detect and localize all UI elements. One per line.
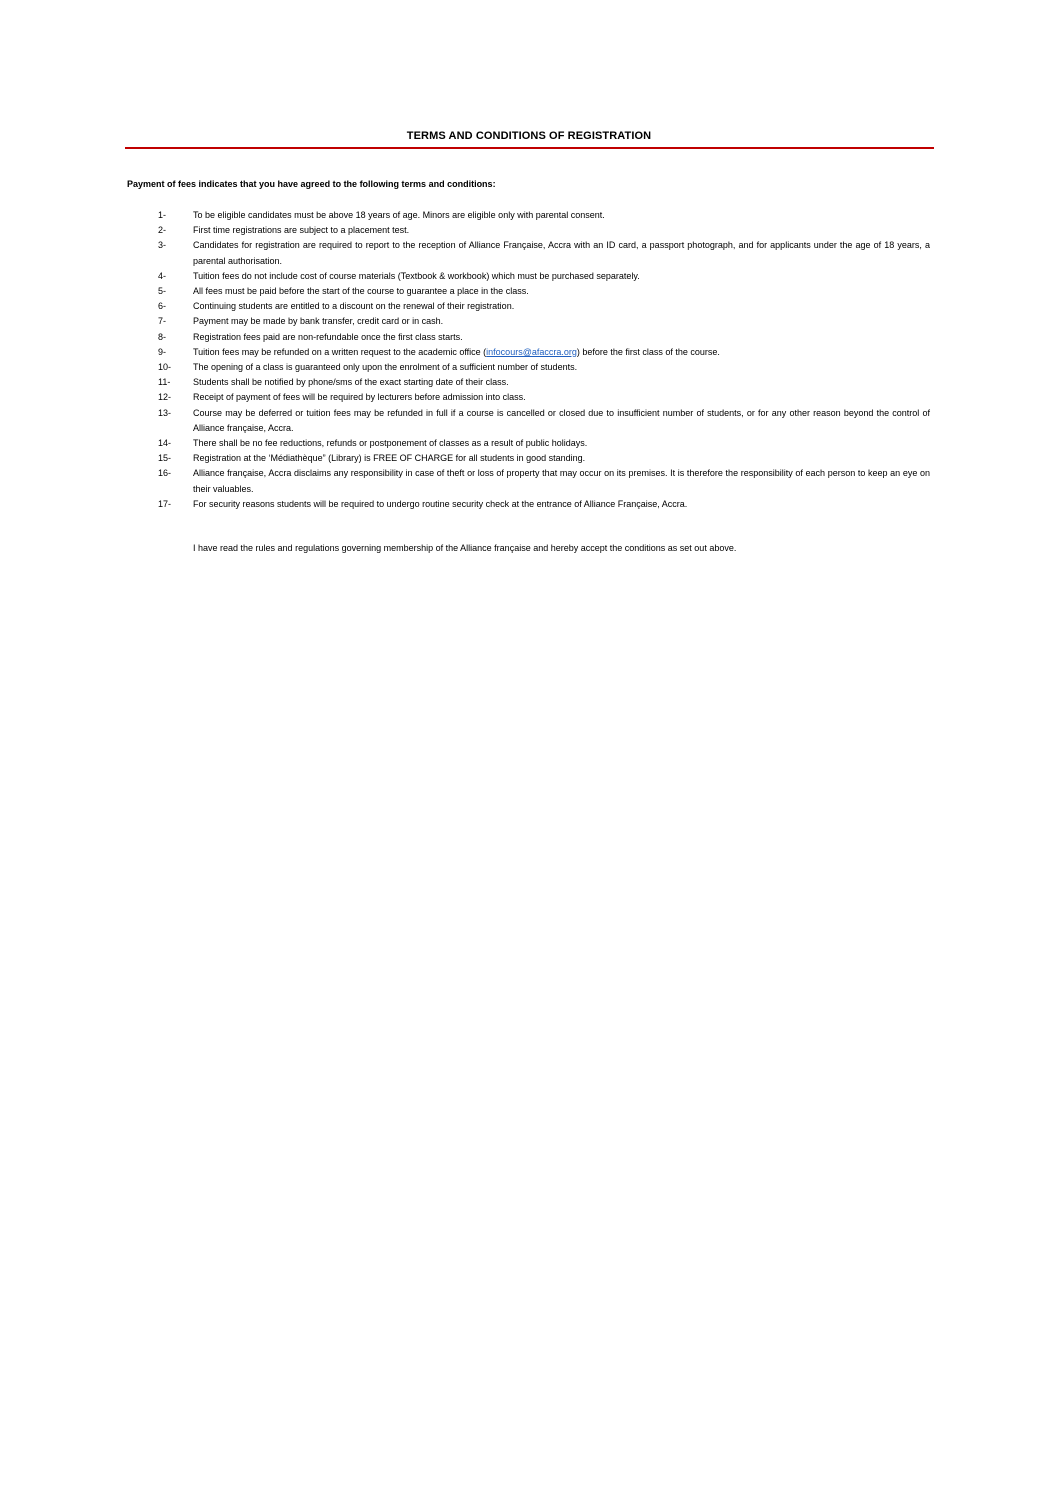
term-item (158, 390, 930, 405)
acceptance-statement: I have read the rules and regulations governing membership of the Alliance française and hereby accept the conditions as set out above. (193, 543, 737, 553)
terms-list (158, 208, 930, 512)
document-title: TERMS AND CONDITIONS OF REGISTRATION (406, 130, 652, 142)
term-text: Registration fees paid are non-refundable once the first class starts. (193, 331, 463, 342)
term-text: All fees must be paid before the start of the course to guarantee a place in the class. (193, 286, 529, 297)
term-number: 10- (158, 362, 172, 373)
intro-text: Payment of fees indicates that you have agreed to the following terms and conditions: (127, 179, 496, 189)
term-item (158, 269, 930, 284)
term-text: The opening of a class is guaranteed only upon the enrolment of a sufficient number of students. (193, 362, 578, 373)
term-number: 11- (158, 377, 171, 388)
academic-office-email-link[interactable]: infocours@afaccra.org (486, 346, 577, 357)
term-number: 13- (158, 407, 172, 418)
term-item (158, 436, 930, 451)
term-text: Receipt of payment of fees will be required by lecturers before admission into class. (193, 392, 526, 403)
term-text: Course may be deferred or tuition fees may be refunded in full if a course is cancelled or closed due to insufficient number of students, or for any other reason beyond the control of Alliance française, Accra. (193, 407, 930, 433)
term-text-after-link: ) before the first class of the course. (576, 346, 720, 357)
term-text: Alliance française, Accra disclaims any responsibility in case of theft or loss of property that may occur on its premises. It is therefore the responsibility of each person to keep an eye on their valuables. (193, 468, 930, 494)
term-item (158, 451, 930, 466)
term-item (158, 284, 930, 299)
term-text: To be eligible candidates must be above 18 years of age. Minors are eligible only with parental consent. (193, 210, 605, 220)
term-text (193, 345, 930, 360)
term-number: 15- (158, 453, 172, 464)
term-number: 6- (158, 301, 167, 312)
term-number: 2- (158, 225, 167, 236)
term-number: 4- (158, 270, 167, 281)
term-text: Tuition fees do not include cost of course materials (Textbook & workbook) which must be purchased separately. (193, 270, 640, 281)
term-text: Students shall be notified by phone/sms of the exact starting date of their class. (193, 377, 509, 388)
term-text: Registration at the ‘Médiathèque” (Library) is FREE OF CHARGE for all students in good standing. (193, 453, 586, 464)
term-text: Candidates for registration are required to report to the reception of Alliance Française, Accra with an ID card, a passport photograph, and for applicants under the age of 18 years, a parental authorisation. (193, 240, 930, 266)
term-number: 1- (158, 210, 167, 220)
term-item (158, 314, 930, 329)
term-item (158, 497, 930, 512)
term-text: There shall be no fee reductions, refunds or postponement of classes as a result of public holidays. (193, 438, 588, 449)
term-text: First time registrations are subject to a placement test. (193, 225, 410, 236)
term-item (158, 375, 930, 390)
term-number: 7- (158, 316, 167, 327)
term-item (158, 330, 930, 345)
term-text: Payment may be made by bank transfer, credit card or in cash. (193, 316, 444, 327)
term-item (158, 345, 930, 360)
term-text-before-link: Tuition fees may be refunded on a written request to the academic office ( (193, 346, 487, 357)
term-text: Continuing students are entitled to a discount on the renewal of their registration. (193, 301, 515, 312)
term-number: 8- (158, 331, 167, 342)
term-number: 17- (158, 498, 172, 509)
term-item (158, 466, 930, 496)
term-item (158, 208, 930, 223)
term-item (158, 238, 930, 268)
term-number: 12- (158, 392, 172, 403)
term-item (158, 223, 930, 238)
term-number: 3- (158, 240, 167, 251)
term-item (158, 299, 930, 314)
term-number: 9- (158, 346, 167, 357)
term-item (158, 360, 930, 375)
term-number: 14- (158, 438, 172, 449)
title-divider (125, 147, 934, 149)
term-text: For security reasons students will be required to undergo routine security check at the entrance of Alliance Française, Accra. (193, 498, 688, 509)
term-item (158, 406, 930, 436)
term-number: 5- (158, 286, 167, 297)
term-number: 16- (158, 468, 172, 479)
